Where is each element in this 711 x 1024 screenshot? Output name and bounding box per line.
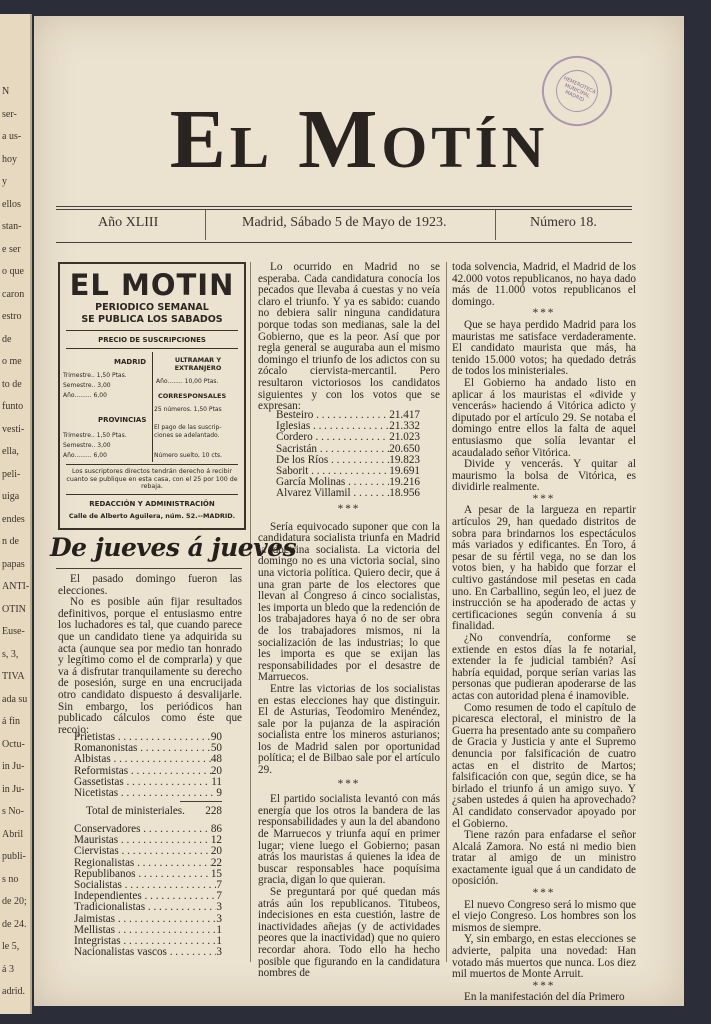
row-label: Prietistas . . .	[74, 732, 211, 743]
opposition-results-table	[74, 824, 222, 958]
previous-page-fragment: á 3	[2, 963, 14, 975]
table-row	[74, 846, 222, 857]
row-label: Conservadores . . .	[74, 824, 211, 835]
madrid-votes-table	[276, 410, 420, 500]
previous-page-fragment: s No-	[2, 806, 24, 817]
table-row	[74, 947, 222, 958]
row-value: 3	[216, 912, 222, 925]
box-subtitle: PERIODICO SEMANAL	[95, 302, 209, 313]
box-subtitle-2: SE PUBLICA LOS SABADOS	[81, 314, 223, 325]
previous-page-fragment: ada su	[2, 693, 28, 705]
row-label: Socialistas . . .	[74, 880, 216, 891]
previous-page-fragment: in Ju-	[2, 761, 25, 772]
table-row	[74, 732, 222, 743]
provinces-row: Semestre.. 3,00	[63, 442, 111, 449]
row-label: Sacristán . . .	[276, 444, 389, 455]
paragraph: El Gobierno ha andado listo en aplicar á los mauristas el «divide y vencerás» haciendo á Vitórica adicto y diputado por el artículo 29. Se notaba el domingo entre ellos la falta de aquel entusiasmo que solía levantar el acaudalado señor Vitórica.	[452, 376, 636, 459]
section-heading: De jueves á jueves	[50, 533, 297, 562]
row-label: Tradicionalistas . . .	[74, 902, 216, 913]
table-row	[74, 766, 222, 777]
row-value: 22	[210, 856, 222, 869]
ministerial-total	[86, 806, 222, 817]
row-label: Nicetistas . . .	[74, 788, 216, 799]
row-value: 20	[210, 764, 222, 777]
office-heading: REDACCIÓN Y ADMINISTRACIÓN	[89, 500, 215, 508]
previous-page-fragment: estro	[2, 311, 22, 322]
section-break: ***	[337, 503, 361, 515]
previous-page-fragment: Abril	[2, 828, 24, 840]
table-row	[74, 869, 222, 880]
paragraph: Sería equivocado suponer que con la candidatura socialista triunfa en Madrid la doctrina socialista. La victoria del domingo no es una victoria social, sino una victoria política. Quiero decir, que á una gran parte de los electores que llevan al Congreso á cinco socialistas, les importa un bledo que la redención de los trabajadores haya ó no de ser obra de los trabajadores mismos, ni la socialización de las industrias; lo que les importa es que se exijan las responsabilidades por el desastre de Marruecos.	[258, 520, 440, 684]
previous-page-fragment: á fin	[2, 716, 21, 727]
previous-page-fragment: ser-	[2, 108, 17, 120]
box-rule	[66, 494, 238, 495]
abroad-row: Año........ 10,00 Ptas.	[156, 378, 219, 385]
issue-year: Año XLIII	[98, 215, 159, 230]
box-title: EL MOTIN	[69, 268, 235, 302]
price-heading: PRECIO DE SUSCRIPCIONES	[98, 336, 206, 344]
previous-page-fragment: o que	[2, 266, 24, 277]
box-divider	[152, 352, 153, 462]
row-label: Reformistas . . .	[74, 766, 211, 777]
row-value: 7	[216, 890, 222, 903]
row-label: Besteiro . . .	[276, 410, 389, 421]
madrid-row: Trimestre.. 1,50 Ptas.	[63, 372, 127, 379]
dateline-bottom-rule	[56, 242, 632, 243]
heading-rule	[56, 568, 242, 569]
paragraph: Divide y vencerás. Y quitar al maurismo la bolsa de Vitórica, es dividirle realmente.	[452, 458, 636, 494]
previous-page-fragment: hoy	[2, 153, 17, 165]
column-1-text	[58, 574, 242, 736]
section-break: ***	[532, 887, 556, 900]
dateline-separator	[495, 210, 496, 240]
previous-page-fragment: Euse-	[2, 626, 25, 637]
row-value: 12	[210, 834, 222, 847]
paragraph: El nuevo Congreso será lo mismo que el viejo Congreso. Los hombres son los mismos de siempre.	[452, 898, 636, 934]
table-row	[74, 743, 222, 754]
paragraph: El pasado domingo fueron las elecciones.	[58, 573, 242, 597]
stamp-text: HEMEROTECA MUNICIPAL MADRID	[549, 63, 605, 119]
row-value: 19.691	[389, 465, 420, 478]
previous-page-fragment: de 20;	[2, 896, 27, 907]
abroad-label: ULTRAMAR Y EXTRANJERO	[174, 356, 222, 372]
table-row	[74, 777, 222, 788]
previous-page-fragment: o me	[2, 356, 22, 367]
section-break: ***	[532, 492, 556, 505]
table-row	[74, 835, 222, 846]
total-label: Total de ministeriales.	[86, 806, 185, 817]
paragraph: No es posible aún fijar resultados definitivos, porque el entusiasmo entre los luchadores es tal, que cuando parece que un candidato tiene ya adquirida su acta (aunque sea por medio tan honrado y legítimo como el de comprarla) y que va á disfrutar tranquilamente su derecho de posesión, surge en una encrucijada otro candidato dispuesto á desvalijarle. Sin embargo, los periódicos han publicado cálculos como éste que recojo:	[58, 596, 242, 736]
previous-page-fragment: funto	[2, 401, 24, 412]
correspondents-label: CORRESPONSALES	[158, 392, 227, 400]
row-value: 15	[210, 867, 222, 880]
single-issue-price: Número suelto, 10 cts.	[154, 452, 223, 459]
masthead-title: El Motín	[169, 93, 549, 186]
previous-page-fragment: endes	[2, 513, 25, 525]
box-rule	[66, 348, 238, 349]
row-value: 21.023	[389, 431, 420, 444]
row-label: Regionalistas . . .	[74, 858, 211, 869]
provinces-label: PROVINCIAS	[98, 416, 147, 424]
previous-page-fragment: a us-	[2, 131, 22, 142]
table-row	[74, 925, 222, 936]
previous-page-fragment: peli-	[2, 468, 21, 480]
row-value: 3	[216, 901, 222, 914]
madrid-row: Año......... 6,00	[63, 392, 107, 399]
row-label: Mellistas . . .	[74, 925, 216, 936]
ministerial-results-table	[74, 732, 222, 799]
row-label: Jaimistas . . .	[74, 914, 216, 925]
row-label: Albistas . . .	[74, 754, 211, 765]
table-row	[74, 824, 222, 835]
row-value: 48	[210, 753, 222, 766]
table-row	[74, 902, 222, 913]
row-label: Gassetistas . . .	[74, 777, 211, 788]
table-row	[74, 858, 222, 869]
row-value: 19.823	[389, 453, 420, 466]
box-rule	[66, 330, 238, 331]
issue-number: Número 18.	[530, 215, 597, 230]
subscription-box	[58, 262, 246, 530]
row-label: Ciervistas . . .	[74, 846, 211, 857]
row-label: Alvarez Villamil . . .	[276, 488, 389, 499]
row-value: 9	[216, 787, 222, 800]
paragraph: Y, sin embargo, en estas elecciones se advierte, palpita una novedad: Han votado más muertos que nunca. Los diez mil muertos de Monte Arruit.	[452, 933, 636, 981]
table-row	[74, 880, 222, 891]
previous-page-fragment: ellos	[2, 198, 21, 210]
row-value: 21.332	[389, 420, 420, 433]
row-label: Nacionalistas vascos . . .	[74, 947, 216, 958]
previous-page-fragment: e ser	[2, 243, 21, 255]
previous-page-fragment: papas	[2, 558, 25, 570]
section-break: ***	[337, 777, 361, 790]
paragraph: Que se haya perdido Madrid para los mauristas me satisface verdaderamente. El candidato maurista que más, ha tenido 15.000 votos; ha quedado detrás de todos los ministeriales.	[452, 318, 636, 378]
row-label: Republibanos . . .	[74, 869, 211, 880]
row-value: 21.417	[389, 409, 420, 421]
table-row	[74, 936, 222, 947]
paragraph: En la manifestación del día Primero	[464, 991, 625, 1004]
previous-page-fragment: y	[2, 176, 7, 187]
dateline-top-rule-2	[56, 209, 632, 210]
column-rule	[250, 262, 251, 962]
table-row	[276, 488, 420, 499]
section-break: ***	[532, 307, 556, 320]
table-row	[74, 754, 222, 765]
paragraph: Como resumen de todo el capítulo de picaresca electoral, el ministro de la Guerra ha presentado ante su compañero de Gracia y Justicia y ante el Supremo denuncia por falsificación de cuatro actas en el distrito de Martos; falsificación con que, según dice, se ha birlado el triunfo á un amigo suyo. Y ¿saben ustedes á quien ha aprovechado? Al candidato conservador apoyado por el Gobierno.	[452, 701, 636, 830]
previous-page-edge	[0, 14, 32, 1014]
row-value: 18.956	[389, 487, 420, 500]
previous-page-fragment: stan-	[2, 221, 22, 232]
row-label: García Molinas . . .	[276, 477, 389, 488]
previous-page-fragment: s no	[2, 873, 19, 885]
table-row	[74, 891, 222, 902]
paragraph: Se preguntará por qué quedan más atrás aún los republicanos. Titubeos, indecisiones en esta cuestión, lastre de inactividades añejas (y de actividades peores que la inactividad) que no quiero recordar ahora. Todo ello ha hecho posible que figurando en la candidatura nombres de	[258, 886, 440, 980]
previous-page-fragment: publi-	[2, 851, 26, 862]
row-label: Independientes . . .	[74, 891, 216, 902]
box-rule	[66, 464, 238, 465]
column-2-text-b	[258, 504, 440, 980]
paragraph: toda solvencia, Madrid, el Madrid de los 42.000 votos republicanos, no haya dado más de 11.000 votos republicanos el domingo.	[452, 261, 636, 308]
previous-page-fragment: in Ju-	[2, 783, 25, 795]
row-value: 20	[210, 845, 222, 858]
previous-page-fragment: vesti-	[2, 423, 25, 435]
previous-page-fragment: OTIN	[2, 603, 26, 615]
row-label: Cordero . . .	[276, 432, 389, 443]
row-value: 1	[216, 935, 222, 948]
previous-page-fragment: caron	[2, 288, 25, 300]
madrid-row: Semestre.. 3,00	[63, 382, 111, 389]
office-address: Calle de Alberto Aguilera, núm. 52.--MADRID.	[68, 512, 236, 520]
row-value: 1	[216, 923, 222, 936]
previous-page-fragment: uiga	[2, 491, 20, 502]
section-break: ***	[532, 979, 556, 992]
row-label: Iglesias . . .	[276, 421, 389, 432]
column-rule	[446, 262, 447, 962]
row-value: 20.650	[389, 442, 420, 455]
correspondents-note: El pago de las suscrip- ciones se adelantado.	[154, 424, 222, 439]
row-value: 86	[210, 823, 222, 835]
previous-page-fragment: Octu-	[2, 738, 25, 750]
row-label: Romanonistas . . .	[74, 743, 211, 754]
row-value: 19.216	[389, 476, 420, 489]
row-value: 90	[210, 731, 222, 743]
paragraph: ¿No convendría, conforme se extiende en estos días la fe notarial, extender la fe judicial también? Así habría equidad, porque serían varias las personas que pudieran apoderarse de las actas con autoridad plena é inamovible.	[452, 632, 636, 702]
dateline-top-rule	[56, 206, 632, 207]
table-row	[74, 788, 222, 799]
row-value: 3	[216, 946, 222, 959]
row-label: De los Ríos . . .	[276, 455, 389, 466]
total-count: 228	[205, 805, 222, 817]
previous-page-fragment: ella,	[2, 446, 19, 457]
provinces-row: Trimestre.. 1,50 Ptas.	[63, 432, 127, 439]
column-2-text	[258, 262, 440, 413]
previous-page-fragment: s, 3,	[2, 648, 19, 660]
column-3-text	[452, 262, 636, 1004]
previous-page-fragment: to de	[2, 378, 22, 390]
previous-page-fragment: adrid.	[2, 986, 26, 997]
paragraph: Tiene razón para enfadarse el señor Alcalá Zamora. No está ni medio bien tratar al amigo de un ministro exactamente igual que á un candidato de oposición.	[452, 829, 636, 888]
row-value: 50	[210, 742, 222, 755]
dateline-separator	[205, 210, 206, 240]
row-value: 7	[216, 879, 222, 892]
provinces-row: Año......... 6,00	[63, 452, 107, 459]
previous-page-fragment: ANTI-	[2, 581, 30, 592]
table-row	[74, 914, 222, 925]
issue-date: Madrid, Sábado 5 de Mayo de 1923.	[242, 215, 447, 230]
subscriber-note: Los suscriptores directos tendrán derecho á recibir cuanto se publique en esta casa, con el 25 por 100 de rebaja.	[66, 468, 238, 490]
paragraph: Entre las victorias de los socialistas en estas elecciones hay que distinguir. El de Asturias, Teodomiro Menéndez, sale por la pujanza de la aspiración socialista entre los mineros asturianos; los de Madrid salen por oportunidad política; el de Bilbao sale por el artículo 29.	[258, 682, 440, 777]
previous-page-fragment: de	[2, 333, 12, 345]
paragraph: Lo ocurrido en Madrid no se esperaba. Cada candidatura conocía los pecados que llevaba á cuestas y no veía claro el triunfo. Y ya es sabido: cuando no debiera salir ninguna candidatura porque todas son medianas, sale la del Gobierno, que es la peor. Así que por regla general se auguraba aun el mismo domingo el triunfo de los adictos con su zócalo ciervista-mercantil. Pero resultaron victoriosos los candidatos siguientes y con los votos que se expresan:	[258, 261, 440, 413]
table-row	[276, 432, 420, 443]
row-label: Saborit . . .	[276, 466, 389, 477]
previous-page-fragment: TIVA	[2, 671, 25, 682]
madrid-label: MADRID	[114, 358, 146, 366]
previous-page-fragment: le 5,	[2, 941, 20, 952]
correspondents-row: 25 números. 1,50 Ptas	[154, 406, 222, 413]
row-label: Integristas . . .	[74, 936, 216, 947]
previous-page-fragment: N	[2, 86, 10, 97]
row-label: Mauristas . . .	[74, 835, 211, 846]
previous-page-fragment: n de	[2, 536, 19, 547]
paragraph: A pesar de la largueza en repartir artículos 29, han quedado distritos de sobra para brindarnos los espectáculos más variados y edificantes. En Toro, á pesar de su fértil vega, no se dan los votos bien, y ha habido que forzar el cultivo gastándose mil pesetas en cada uno. En Carballino, según leo, el juez de instrucción se ha apoderado de actas y certificaciones según convenía á su finalidad.	[452, 504, 636, 633]
sum-rule	[180, 801, 222, 802]
paragraph: El partido socialista levantó con más energía que los otros la bandera de las responsabilidades y aun la del abandono de Marruecos y triunfa aquí en primer lugar; viene luego el Gobierno; pasan atrás los mauristas á quienes la idea de buscar responsables hace poquísima gracia, digan lo que quieran.	[258, 793, 440, 887]
row-value: 11	[211, 775, 222, 788]
previous-page-fragment: de 24.	[2, 918, 27, 930]
